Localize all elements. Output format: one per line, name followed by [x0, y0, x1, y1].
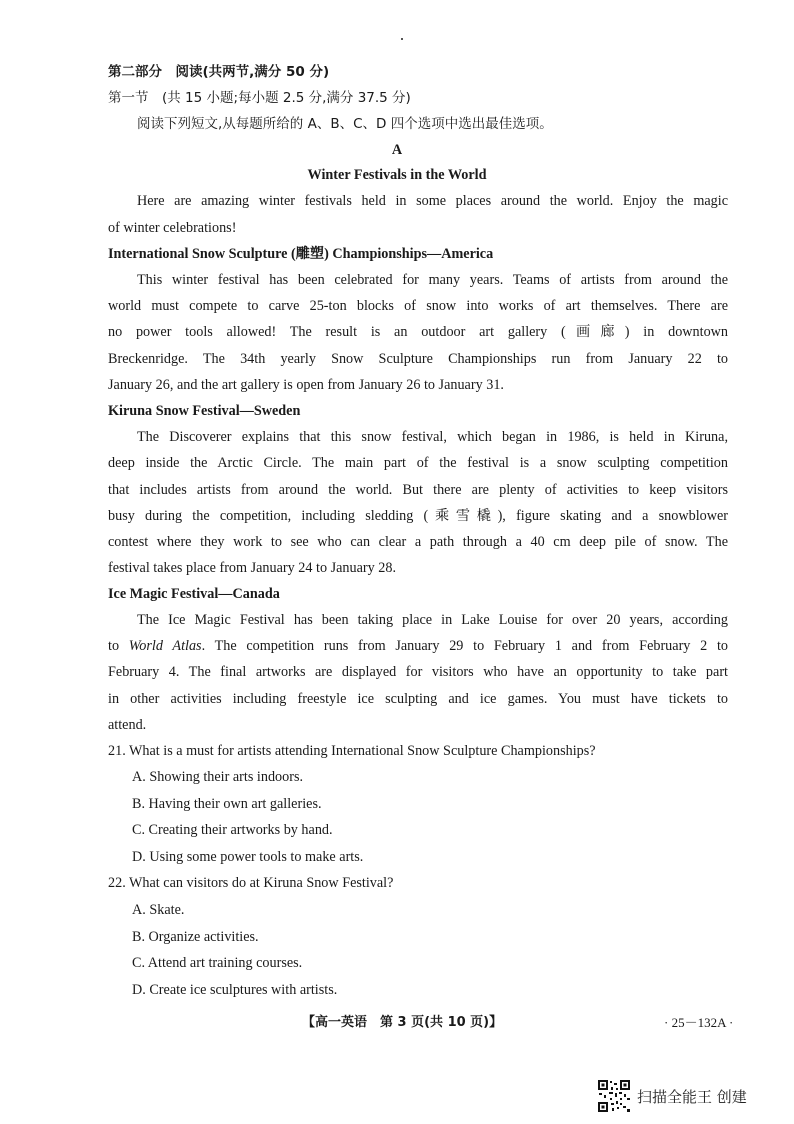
- festival-1-line: January 26, and the art gallery is open from January 26 to January 31.: [108, 377, 504, 393]
- festival-1-line: world must compete to carve 25-ton blocks of snow into works of art themselves. There are: [108, 298, 728, 314]
- festival-3-text: . The competition runs from January 29 to February 1 and from February 2 to: [201, 638, 728, 654]
- festival-3-line-with-italic: [108, 637, 728, 655]
- qr-code-icon: [597, 1079, 631, 1113]
- footer-page-info: 【高一英语 第 3 页(共 10 页)】: [302, 1015, 503, 1030]
- question-21-option-d: D. Using some power tools to make arts.: [132, 849, 364, 865]
- scanner-label: 扫描全能王 创建: [637, 1087, 747, 1106]
- festival-1-line: Breckenridge. The 34th yearly Snow Sculpture Championships run from January 22 to: [108, 351, 728, 367]
- scan-speck: [401, 38, 403, 40]
- passage-label: A: [391, 142, 403, 158]
- footer-exam-code: · 25－132A ·: [664, 1015, 734, 1030]
- question-21-option-c: C. Creating their artworks by hand.: [132, 822, 333, 838]
- scanner-watermark: [597, 1082, 747, 1110]
- question-21-stem: 21. What is a must for artists attending International Snow Sculpture Championships?: [108, 743, 596, 759]
- intro-line-2: of winter celebrations!: [108, 220, 237, 236]
- part-title: 第二部分 阅读(共两节,满分 50 分): [108, 64, 330, 80]
- question-22-option-c: C. Attend art training courses.: [132, 955, 303, 971]
- festival-heading-1: International Snow Sculpture (雕塑) Championships—America: [108, 246, 494, 262]
- festival-2-line: festival takes place from January 24 to January 28.: [108, 560, 396, 576]
- question-21-option-a: A. Showing their arts indoors.: [132, 769, 304, 785]
- festival-heading-3: Ice Magic Festival—Canada: [108, 586, 280, 602]
- question-22-stem: 22. What can visitors do at Kiruna Snow Festival?: [108, 875, 394, 891]
- festival-3-line: attend.: [108, 717, 147, 733]
- instruction: 阅读下列短文,从每题所给的 A、B、C、D 四个选项中选出最佳选项。: [137, 116, 553, 132]
- festival-3-text: to: [108, 638, 129, 654]
- question-22-option-b: B. Organize activities.: [132, 929, 259, 945]
- question-22-option-d: D. Create ice sculptures with artists.: [132, 982, 338, 998]
- question-21-option-b: B. Having their own art galleries.: [132, 796, 322, 812]
- festival-2-line: that includes artists from around the world. But there are plenty of activities to keep visitors: [108, 482, 728, 498]
- festival-3-line: February 4. The final artworks are displayed for visitors who have an opportunity to take part: [108, 664, 728, 680]
- festival-2-line: contest where they work to see who can clear a path through a 40 cm deep pile of snow. The: [108, 534, 728, 550]
- festival-2-line: The Discoverer explains that this snow festival, which began in 1986, is held in Kiruna,: [137, 429, 728, 445]
- festival-1-line: no power tools allowed! The result is an outdoor art gallery (画廊) in downtown: [108, 324, 728, 340]
- source-title: World Atlas: [128, 638, 202, 654]
- sub-title: 第一节 (共 15 小题;每小题 2.5 分,满分 37.5 分): [108, 90, 411, 106]
- festival-3-line: in other activities including freestyle ice sculpting and ice games. You must have tickets to: [108, 691, 728, 707]
- festival-3-line: The Ice Magic Festival has been taking place in Lake Louise for over 20 years, according: [137, 612, 728, 628]
- intro-line-1: Here are amazing winter festivals held in some places around the world. Enjoy the magic: [137, 193, 728, 209]
- festival-2-line: busy during the competition, including sledding (乘雪橇), figure skating and a snowblower: [108, 508, 728, 524]
- passage-title: Winter Festivals in the World: [307, 167, 487, 183]
- festival-1-line: This winter festival has been celebrated for many years. Teams of artists from around the: [137, 272, 728, 288]
- festival-heading-2: Kiruna Snow Festival—Sweden: [108, 403, 301, 419]
- question-22-option-a: A. Skate.: [132, 902, 185, 918]
- festival-2-line: deep inside the Arctic Circle. The main part of the festival is a snow sculpting competition: [108, 455, 728, 471]
